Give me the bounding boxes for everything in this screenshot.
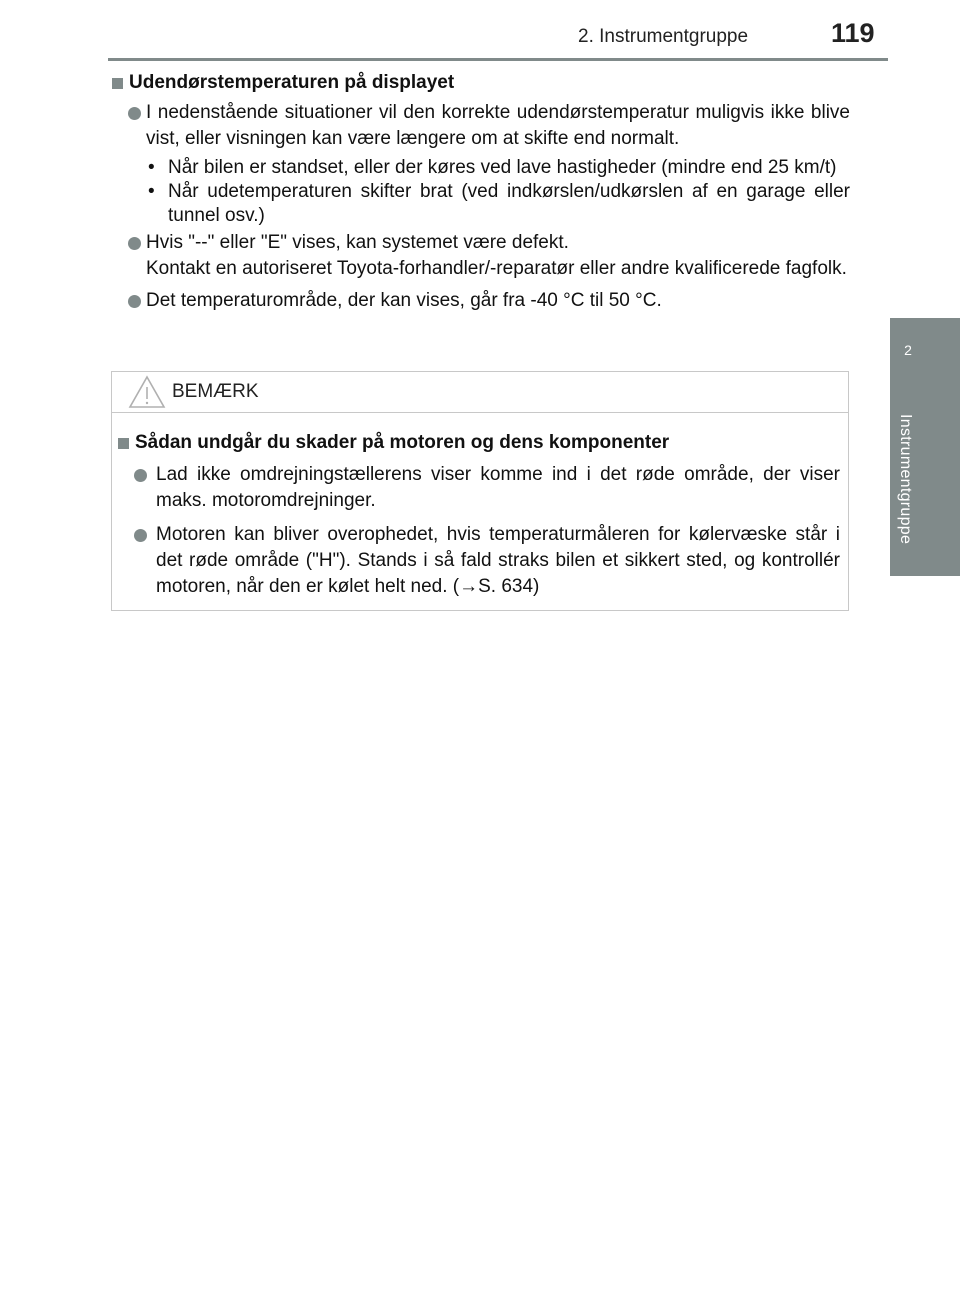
dot-bullet-icon: • <box>148 181 155 202</box>
sub-list-item <box>108 180 850 228</box>
notice-box <box>111 371 849 611</box>
section-heading-text: Udendørstemperaturen på displayet <box>129 72 455 93</box>
sub-item-text: Når bilen er standset, eller der køres ved lave hastigheder (mindre end 25 km/t) <box>168 157 837 178</box>
circle-bullet-icon <box>134 529 147 542</box>
chapter-label: Instrumentgruppe <box>897 414 914 545</box>
circle-bullet-icon <box>128 107 141 120</box>
section-heading <box>112 70 850 96</box>
bullet-text-line: Hvis "--" eller "E" vises, kan systemet være defekt. <box>146 232 569 253</box>
notice-header <box>112 372 848 413</box>
right-arrow-icon: → <box>459 576 479 597</box>
notice-bullet-text: Lad ikke omdrejningstællerens viser komme ind i det røde område, der viser maks. motoromdrejninger. <box>156 464 840 511</box>
notice-bullet-item <box>112 522 848 600</box>
bullet-item <box>108 288 850 314</box>
notice-body <box>112 430 848 600</box>
page-reference-link[interactable]: S. 634) <box>478 576 540 597</box>
notice-bullet-item <box>112 462 848 514</box>
sub-item-text: Når udetemperaturen skifter brat (ved indkørslen/udkørslen af en garage eller tunnel osv.) <box>168 181 850 226</box>
sub-list-item <box>108 156 850 180</box>
warning-triangle-icon <box>128 374 166 410</box>
bullet-item <box>108 230 850 282</box>
running-header-title: 2. Instrumentgruppe <box>578 26 749 47</box>
notice-bullet-text: Motoren kan bliver overophedet, hvis temperaturmåleren for kølervæske står i det røde område ("H"). Stands i så fald straks bilen et sikkert sted, og kontrollér motoren, når den er kølet helt ned. ( <box>156 524 840 597</box>
dot-bullet-icon: • <box>148 157 155 178</box>
notice-title: BEMÆRK <box>172 381 259 402</box>
circle-bullet-icon <box>134 469 147 482</box>
chapter-number: 2 <box>904 342 912 358</box>
page-number: 119 <box>831 18 875 48</box>
notice-heading <box>118 430 848 456</box>
circle-bullet-icon <box>128 237 141 250</box>
bullet-item <box>108 100 850 152</box>
bullet-text: Det temperaturområde, der kan vises, går fra -40 °C til 50 °C. <box>146 290 662 311</box>
bullet-text-line: Kontakt en autoriseret Toyota-forhandler/-reparatør eller andre kvalificerede fagfolk. <box>146 258 847 279</box>
notice-heading-text: Sådan undgår du skader på motoren og dens komponenter <box>135 432 670 453</box>
chapter-side-tab <box>890 318 960 576</box>
bullet-text: I nedenstående situationer vil den korrekte udendørstemperatur muligvis ikke blive vist, eller visningen kan være længere om at skifte end normalt. <box>146 102 850 149</box>
main-content <box>108 70 850 314</box>
circle-bullet-icon <box>128 295 141 308</box>
square-bullet-icon <box>112 78 123 89</box>
header-rule <box>108 58 888 61</box>
square-bullet-icon <box>118 438 129 449</box>
